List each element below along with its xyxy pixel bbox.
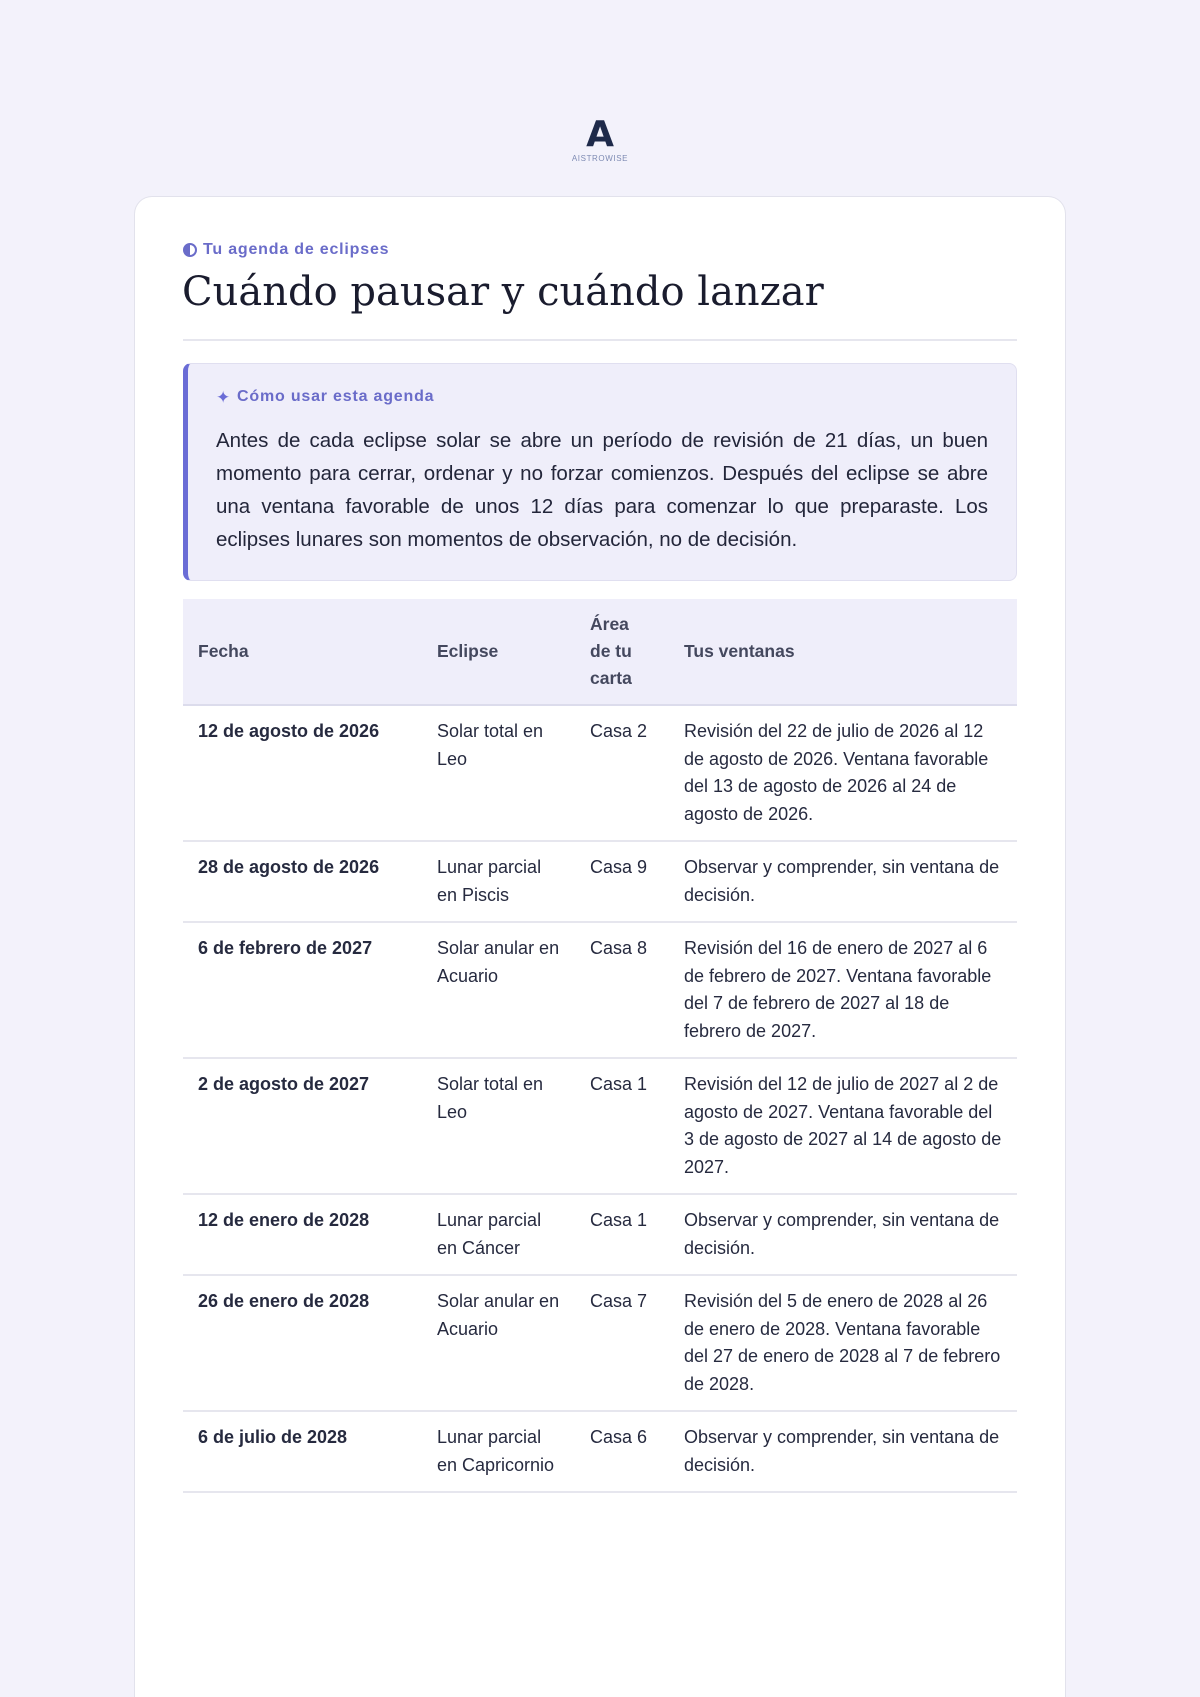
usage-callout <box>183 363 1017 581</box>
brand-logo <box>0 114 1200 163</box>
cell-ventanas: Revisión del 16 de enero de 2027 al 6 de febrero de 2027. Ventana favorable del 7 de febrero de 2027 al 18 de febrero de 2027. <box>684 938 992 1041</box>
cell-eclipse: Solar anular en Acuario <box>437 1291 560 1339</box>
cell-eclipse: Solar anular en Acuario <box>437 938 560 986</box>
header-area: Área de tu carta <box>590 614 632 688</box>
cell-fecha: 2 de agosto de 2027 <box>198 1074 370 1094</box>
cell-fecha: 26 de enero de 2028 <box>198 1291 370 1311</box>
table-header-row <box>183 599 1017 705</box>
logo-wordmark: AISTROWISE <box>571 154 629 163</box>
table-row <box>183 922 1017 1058</box>
cell-area: Casa 6 <box>590 1427 648 1447</box>
cell-eclipse: Lunar parcial en Cáncer <box>437 1210 542 1258</box>
page-title: Cuándo pausar y cuándo lanzar <box>182 269 824 315</box>
callout-heading <box>216 388 988 406</box>
table-row <box>183 1058 1017 1194</box>
cell-ventanas: Observar y comprender, sin ventana de decisión. <box>684 1210 1000 1258</box>
table-row <box>183 705 1017 841</box>
half-moon-icon <box>183 243 197 257</box>
cell-ventanas: Observar y comprender, sin ventana de decisión. <box>684 1427 1000 1475</box>
cell-area: Casa 9 <box>590 857 648 877</box>
cell-ventanas: Revisión del 22 de julio de 2026 al 12 de agosto de 2026. Ventana favorable del 13 de agosto de 2026 al 24 de agosto de 2026. <box>684 721 989 824</box>
table-row <box>183 841 1017 922</box>
cell-eclipse: Solar total en Leo <box>437 721 544 769</box>
cell-area: Casa 2 <box>590 721 648 741</box>
logo-mark: A <box>586 114 614 155</box>
cell-area: Casa 1 <box>590 1074 648 1094</box>
header-fecha: Fecha <box>198 641 249 661</box>
cell-fecha: 6 de febrero de 2027 <box>198 938 373 958</box>
cell-fecha: 12 de enero de 2028 <box>198 1210 370 1230</box>
cell-eclipse: Lunar parcial en Capricornio <box>437 1427 555 1475</box>
table-row <box>183 1411 1017 1492</box>
cell-area: Casa 1 <box>590 1210 648 1230</box>
eclipse-table <box>183 599 1017 1493</box>
agenda-card <box>134 196 1066 1697</box>
sparkle-icon: ✦ <box>216 387 232 407</box>
cell-ventanas: Revisión del 5 de enero de 2028 al 26 de enero de 2028. Ventana favorable del 27 de enero de 2028 al 7 de febrero de 2028. <box>684 1291 1001 1394</box>
cell-ventanas: Revisión del 12 de julio de 2027 al 2 de agosto de 2027. Ventana favorable del 3 de agosto de 2027 al 14 de agosto de 2027. <box>684 1074 1002 1177</box>
cell-fecha: 28 de agosto de 2026 <box>198 857 380 877</box>
title-divider <box>183 339 1017 341</box>
header-ventanas: Tus ventanas <box>684 641 795 661</box>
cell-ventanas: Observar y comprender, sin ventana de decisión. <box>684 857 1000 905</box>
callout-heading-label: Cómo usar esta agenda <box>237 388 435 405</box>
cell-fecha: 12 de agosto de 2026 <box>198 721 380 741</box>
cell-area: Casa 7 <box>590 1291 648 1311</box>
cell-eclipse: Lunar parcial en Piscis <box>437 857 542 905</box>
table-row <box>183 1275 1017 1411</box>
callout-body: Antes de cada eclipse solar se abre un período de revisión de 21 días, un buen momento para cerrar, ordenar y no forzar comienzos. Después del eclipse se abre una ventana favorable de unos 12 días para comenzar lo que preparaste. Los eclipses lunares son momentos de observación, no de decisión. <box>216 429 988 551</box>
cell-area: Casa 8 <box>590 938 648 958</box>
table-row <box>183 1194 1017 1275</box>
header-eclipse: Eclipse <box>437 641 499 661</box>
cell-fecha: 6 de julio de 2028 <box>198 1427 348 1447</box>
cell-eclipse: Solar total en Leo <box>437 1074 544 1122</box>
eyebrow <box>183 241 389 259</box>
eyebrow-label: Tu agenda de eclipses <box>203 241 390 258</box>
